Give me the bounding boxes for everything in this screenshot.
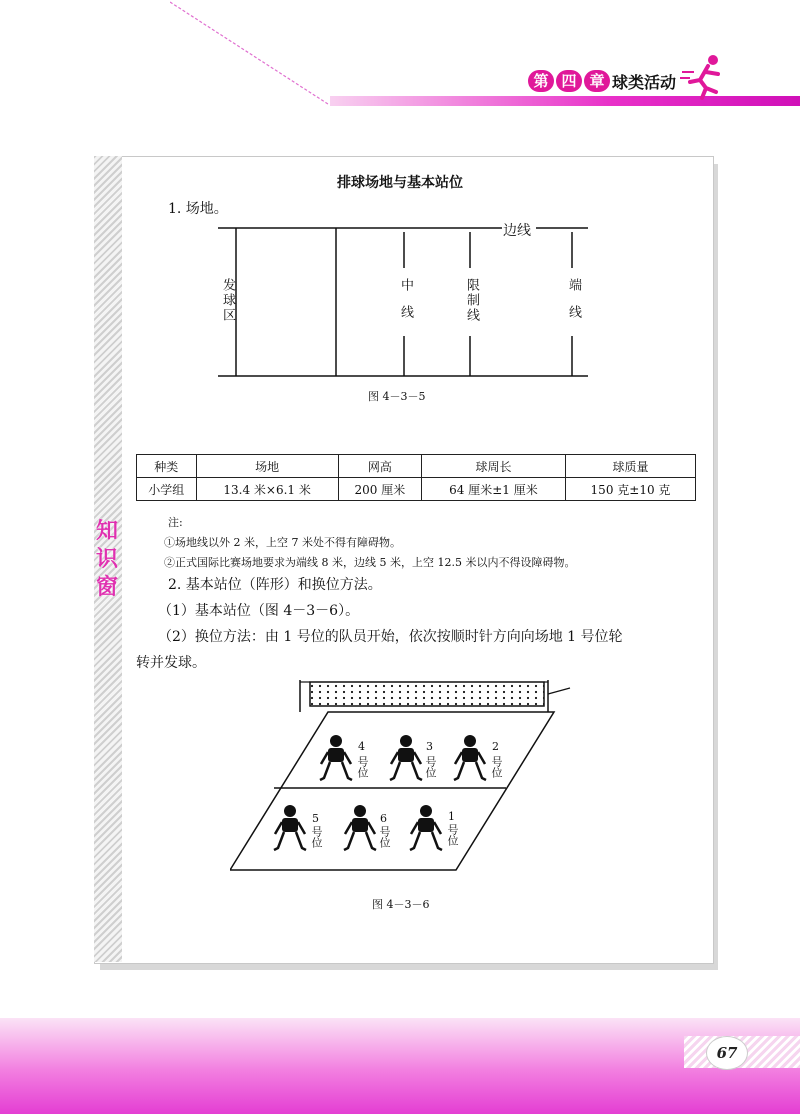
header-diagonal-line (170, 0, 330, 108)
knowledge-window-label (92, 518, 122, 602)
item-2-heading: 2. 基本站位（阵形）和换位方法。 (168, 577, 382, 593)
note-item: ①场地线以外 2 米，上空 7 米处不得有障碍物。 (164, 536, 401, 549)
player-icon (388, 734, 424, 782)
runner-icon (680, 52, 730, 100)
restriction-line-label: 限制线 (464, 278, 479, 323)
item-2-2-line1: （2）换位方法：由 1 号位的队员开始，依次按顺时针方向向场地 1 号位轮 (158, 629, 623, 645)
table-header: 场地 (196, 455, 338, 478)
player-icon (342, 804, 378, 852)
knowledge-char: 识 (95, 547, 118, 572)
chapter-char: 章 (584, 70, 610, 92)
table-header-row (137, 455, 696, 478)
item-1-heading: 1. 场地。 (168, 201, 228, 217)
knowledge-char: 窗 (95, 575, 118, 600)
position-number: 1 (448, 810, 455, 823)
table-header: 种类 (137, 455, 197, 478)
table-row (137, 478, 696, 501)
item-2-1: （1）基本站位（图 4－3－6）。 (158, 603, 360, 619)
note-item: ②正式国际比赛场地要求为端线 8 米，边线 5 米，上空 12.5 米以内不得设障碍物。 (164, 556, 576, 569)
section-title: 排球场地与基本站位 (337, 175, 463, 191)
sideline-label: 边线 (503, 223, 531, 239)
chapter-char: 第 (528, 70, 554, 92)
note-title: 注: (168, 516, 183, 529)
position-number: 5 (312, 812, 319, 825)
position-label: 号位 (446, 824, 459, 846)
position-number: 6 (380, 812, 387, 825)
position-label: 号位 (310, 826, 323, 848)
footer-band (0, 1018, 800, 1114)
player-icon (318, 734, 354, 782)
player-icon (408, 804, 444, 852)
service-zone-label: 发球区 (220, 278, 235, 323)
position-label: 号位 (490, 756, 503, 778)
center-line-label: 中线 (398, 278, 413, 332)
page-number: 67 (706, 1036, 748, 1070)
table-cell: 150 克±10 克 (565, 478, 695, 501)
table-cell: 64 厘米±1 厘米 (421, 478, 565, 501)
end-line-label: 端线 (566, 278, 581, 332)
position-label: 号位 (378, 826, 391, 848)
player-icon (452, 734, 488, 782)
table-header: 网高 (338, 455, 421, 478)
item-2-2-line2: 转并发球。 (136, 655, 206, 671)
table-cell: 13.4 米×6.1 米 (196, 478, 338, 501)
spec-table (136, 454, 696, 501)
position-number: 3 (426, 740, 433, 753)
table-cell: 200 厘米 (338, 478, 421, 501)
figure-caption: 图 4－3－6 (372, 898, 430, 911)
knowledge-char: 知 (95, 519, 118, 544)
figure-caption: 图 4－3－5 (368, 390, 426, 403)
chapter-char: 四 (556, 70, 582, 92)
table-header: 球周长 (421, 455, 565, 478)
position-number: 2 (492, 740, 499, 753)
position-label: 号位 (424, 756, 437, 778)
table-header: 球质量 (565, 455, 695, 478)
position-label: 号位 (356, 756, 369, 778)
position-number: 4 (358, 740, 365, 753)
player-icon (272, 804, 308, 852)
chapter-title: 球类活动 (612, 73, 677, 92)
table-cell: 小学组 (137, 478, 197, 501)
